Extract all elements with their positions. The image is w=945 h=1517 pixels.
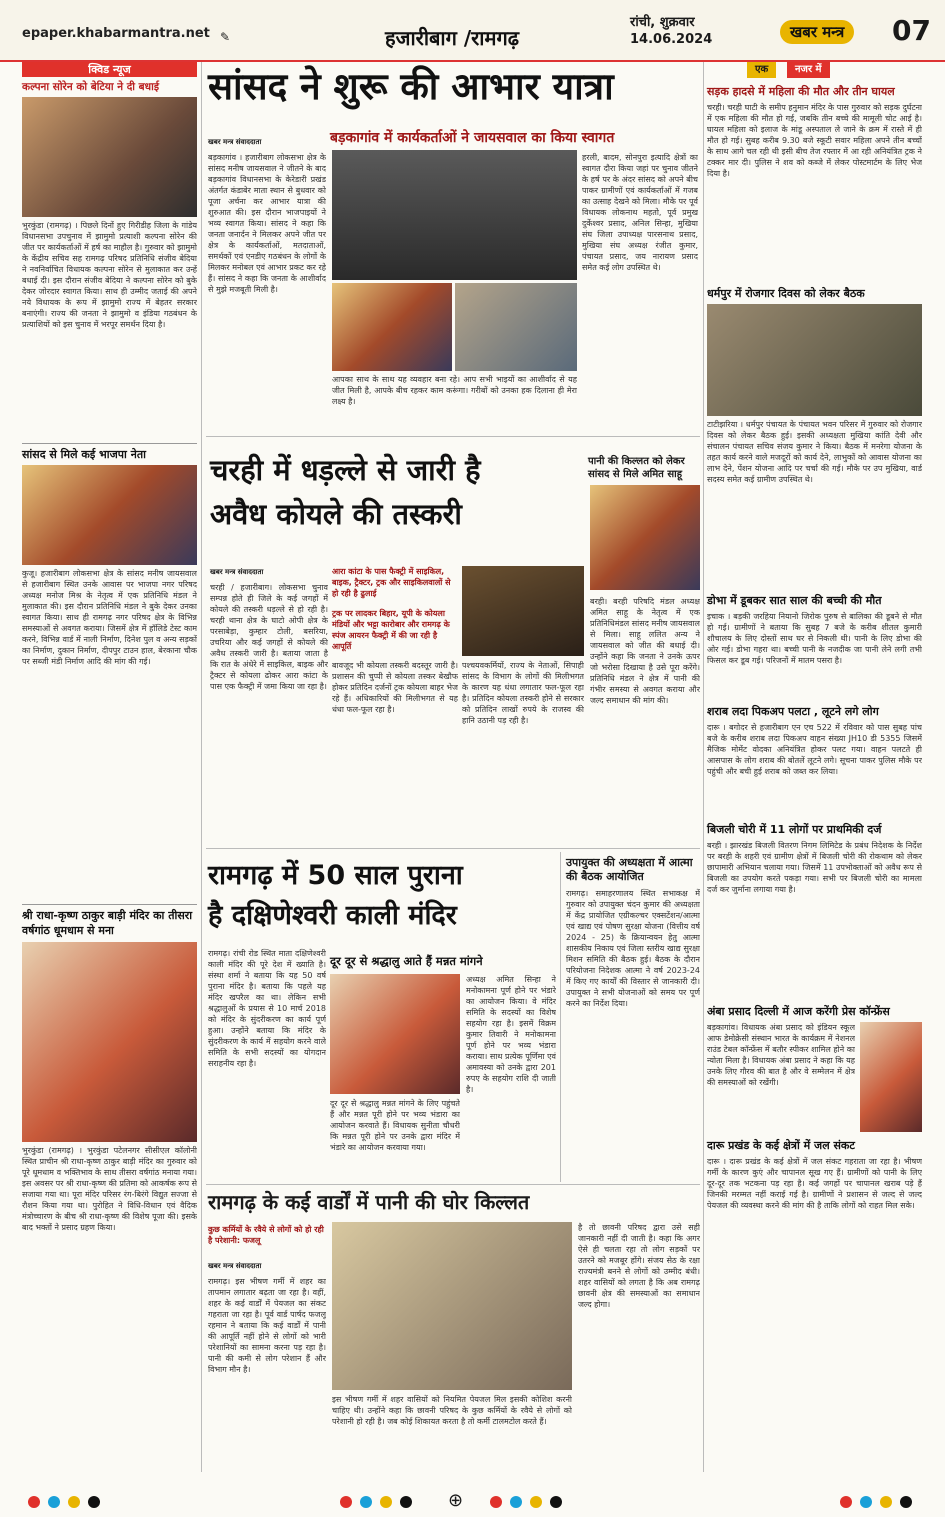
lead-subheadline: बड़कागांव में कार्यकर्ताओं ने जायसवाल का किया स्वागत — [330, 130, 615, 146]
edition-city: हजारीबाग /रामगढ़ — [385, 26, 519, 50]
temple-photo — [330, 974, 460, 1094]
section-rule — [206, 1184, 700, 1185]
lead-photo-1 — [332, 150, 577, 280]
color-dot — [860, 1496, 872, 1508]
highlight-bullet: कुछ कर्मियों के रवैये से लोगों को हो रही है परेशानी: फजलू — [208, 1225, 324, 1245]
article-row — [707, 1022, 922, 1132]
temple-headline-line1: रामगढ़ में 50 साल पुराना — [208, 860, 463, 891]
water-photo — [332, 1222, 572, 1390]
article-photo — [22, 942, 197, 1142]
article-heading: डोभा में डूबकर सात साल की बच्ची की मौत — [707, 594, 882, 607]
coal-headline-line1: चरही में धड़ल्ले से जारी है — [210, 453, 481, 487]
photo-caption: आपका साथ के साथ यह व्यवहार बना रहे। आप सभी भाइयों का आशीर्वाद से यह जीत मिली है, आपके बीच रहकर काम करूंगा। गरीबों को उनका हक दिलाना ही मेरा लक्ष्य है। — [332, 375, 577, 406]
place-day: रांची, शुक्रवार — [630, 15, 695, 30]
quick-news-tag: क्विड न्यूज — [22, 62, 197, 77]
article-heading: कल्पना सोरेन को बेटिया ने दी बधाई — [22, 81, 160, 93]
side-heading: पानी की किल्लत को लेकर सांसद से मिले अमित साहू — [588, 456, 685, 480]
article-body: हरली, बादम, सोनपुरा इत्यादि क्षेत्रों का स्वागत दौरा किया जहां पर चुनाव जीतने के हर्ष पर के अंदर सांसद को अपने बीच पाकर ग्रामीणों एवं कार्यकर्ताओं में गजब का उत्साह देखने को मिला। मौके पर पूर्व विधायक लोकनाथ महतो, पूर्व प्रमुख दुर्केश्वर प्रसाद, अनिल सिन्हा, मुखिया संघ जिला उपाध्यक्ष पारसनाथ प्रसाद, मुखिया संघ अध्यक्ष रंजीत कुमार, पंचायत प्रसाद, जय नारायण प्रसाद समेत कई लोग उपस्थित थे। — [582, 153, 698, 272]
footer-strip — [0, 1477, 945, 1517]
article-heading: धर्मपुर में रोजगार दिवस को लेकर बैठक — [707, 287, 865, 300]
registration-mark-icon: ⊕ — [448, 1490, 464, 1511]
article-body: इस भीषण गर्मी में शहर वासियों को नियमित पेयजल मिल इसकी कोशिश करनी चाहिए थी। उन्होंने कहा कि छावनी परिषद के कुछ कर्मियों के रवैये से लोगों को परेशानी हो रही है। जब कोई शिकायत करता है तो कर्मी टालमटोल करते हैं। — [332, 1395, 572, 1426]
date: 14.06.2024 — [630, 32, 713, 47]
article-heading: सांसद से मिले कई भाजपा नेता — [22, 443, 197, 462]
article-body: रामगढ़। रांची रोड स्थित माता दक्षिणेश्वरी काली मंदिर की पूरे देश में ख्याति है। संस्था शर्मा ने बताया कि यह 50 वर्ष पुराना मंदिर है। बताया कि पहले यह मंदिर खपरैल का था। लेकिन सभी श्रद्धालुओं के प्रयास से 10 मार्च 2018 को मंदिर के सुंदरीकरण का कार्य पूर्ण हुआ। उन्होंने बताया कि मंदिर के सुंदरीकरण के कार्य में सहयोग करने वाले समिति के सभी सदस्यों का योगदान सराहनीय रहा है। — [208, 949, 326, 1068]
article-body: कुजू। हजारीबाग लोकसभा क्षेत्र के सांसद मनीष जायसवाल से हजारीबाग स्थित उनके आवास पर भाजपा नगर परिषद अध्यक्ष मनोज मिश्र के नेतृत्व में एक प्रतिनिधि मंडल ने मुलाकात की। इस दौरान प्रतिनिधि मंडल ने बुके देकर उनका स्वागत किया। साथ ही रामगढ़ नगर परिषद क्षेत्र के विभिन्न समस्याओं से अवगत कराया। जिसमें क्षेत्र में हॉलिडे टेस्ट काम करने, विभिन्न वार्ड में नाली निर्माण, दिनेश पुल व अन्य सड़कों का निर्माण, दुकान निर्माण, दीपपुर टाउन हाल, बेरकाना चौक पर सब्जी मंडी निर्माण आदि की मांग की गई। — [22, 569, 197, 666]
article-body: है तो छावनी परिषद द्वारा उसे सही जानकारी नहीं दी जाती है। कहा कि अगर ऐसे ही चलता रहा तो लोग सड़कों पर उतरने को मजबूर होंगे। संजय सेठ के रक्षा राज्यमंत्री बनने से लोगों को उम्मीद बंधी। शहर वासियों को लगता है कि अब रामगढ़ छावनी क्षेत्र की समस्याओं का समाधान जल्द होगा। — [578, 1223, 700, 1309]
cursor-icon: ✎ — [220, 30, 231, 44]
article-heading: दारू प्रखंड के कई क्षेत्रों में जल संकट — [707, 1139, 855, 1152]
color-dot — [48, 1496, 60, 1508]
article-photo — [707, 304, 922, 416]
temple-headline-line2: है दक्षिणेश्वरी काली मंदिर — [208, 900, 457, 931]
lead-photo-2 — [332, 283, 452, 371]
page-number: 07 — [892, 14, 931, 47]
article-heading: बिजली चोरी में 11 लोगों पर प्राथमिकी दर्ज — [707, 823, 882, 836]
water-headline: रामगढ़ के कई वार्डों में पानी की घोर किल्लत — [208, 1190, 530, 1214]
left-column — [22, 62, 197, 1472]
article-heading: अंबा प्रसाद दिल्ली में आज करेंगी प्रेस कॉन्फ्रेंस — [707, 1005, 890, 1018]
coal-headline — [210, 448, 590, 536]
at-a-glance-banner — [707, 62, 922, 80]
coal-headline-line2: अवैध कोयले की तस्करी — [210, 497, 462, 531]
banner-tag-a: एक — [747, 62, 776, 78]
article-body: रामगढ़। समाहरणालय स्थित सभाकक्ष में गुरुवार को उपायुक्त चंदन कुमार की अध्यक्षता में केंद्र प्रायोजित एग्रीकल्चर एक्सटेंशन/आत्मा एवं खाद्य एवं पोषण सुरक्षा योजना (वित्तीय वर्ष 2024 - 25) के क्रियान्वयन हेतु आत्मा शासकीय निकाय एवं जिला स्तरीय खाद्य सुरक्षा मिशन समिति की बैठक हुई। बैठक के दौरान परियोजना निदेशक आत्मा ने वर्ष 2023-24 में किए गए कार्यों की विस्तार से जानकारी दी। उपायुक्त ने सभी योजनाओं को समय पर पूर्ण करने का निर्देश दिया। — [566, 889, 700, 1008]
article-photo — [860, 1022, 922, 1132]
article-body: दारू । दारू प्रखंड के कई क्षेत्रों में जल संकट गहराता जा रहा है। भीषण गर्मी के कारण कुएं और चापानल सूख गए हैं। ग्रामीणों को पानी के लिए दूर-दूर तक भटकना पड़ रहा है। कई जगहों पर चापानल खराब पड़े हैं जिनकी मरम्मत नहीं कराई गई है। ग्रामीणों ने प्रशासन से जल्द से जल्द पेयजल की व्यवस्था करने की मांग की है ताकि लोगों को राहत मिल सके। — [707, 1157, 922, 1210]
article-body: अध्यक्ष अमित सिन्हा ने मनोकामना पूर्ण होने पर भंडारे का आयोजन किया। वे मंदिर समिति के सदस्यों का विशेष सहयोग रहा है। इसमें विक्रम कुमार तिवारी ने मनोकामना पूर्ण होने पर भव्य भंडारा कराया। साथ प्रत्येक पूर्णिमा एवं अमावस्या को उनके द्वारा 201 रुपए के सहयोग राशि दी जाती है। — [466, 975, 556, 1094]
article-body: बरही । झारखंड बिजली वितरण निगम लिमिटेड के प्रबंध निदेशक के निर्देश पर बरही के शहरी एवं ग्रामीण क्षेत्रों में बिजली चोरी की रोकथाम को लेकर छापामारी अभियान चलाया गया। जिसमें 11 उपभोक्ताओं को अवैध रूप से बिजली का उपयोग करते पकड़ा गया। सभी पर बिजली चोरी का मामला दर्ज कर जुर्माना लगाया गया है। — [707, 841, 922, 894]
article-photo — [22, 465, 197, 565]
meeting-headline: उपायुक्त की अध्यक्षता में आत्मा की बैठक आयोजित — [566, 856, 693, 883]
article-body: पश्चयवकर्मियों, राज्य के नेताओं, सिपाही सांसद के विभाग के लोगों की मिलीभगत के कारण यह धंधा लगातार फल-फूल रहा है। प्रतिदिन कोयला तस्करी होने से सरकार को प्रतिदिन लाखों रुपये के राजस्व की हानि उठानी पड़ रही है। — [462, 661, 584, 725]
article-body: टाटीझरिया । धर्मपुर पंचायत के पंचायत भवन परिसर में गुरुवार को रोजगार दिवस को लेकर बैठक हुई। इसकी अध्यक्षता मुखिया कांति देवी और संचालन पंचायत सचिव संजय कुमार ने किया। बैठक में मनरेगा योजना के तहत कार्य करने वाले मजदूरों को कार्य देने, लाभुकों को आवास योजना का लाभ देने, पेंशन योजना आदि पर चर्चा की गई। मौके पर उप मुखिया, वार्ड सदस्य समेत कई ग्रामीण उपस्थित थे। — [707, 420, 922, 484]
column-rule — [201, 62, 202, 1472]
coal-photo — [462, 566, 584, 656]
color-dot — [840, 1496, 852, 1508]
section-rule — [206, 848, 700, 849]
article-body: भुरकुंडा (रामगढ़) । पिछले दिनों हुए गिरीडीह जिला के गांडेय विधानसभा उपचुनाव में झामुमो प्रत्याशी कल्पना सोरेन की जीत पर कार्यकर्ताओं में हर्ष का माहौल है। गुरुवार को झामुमो के केंद्रीय सचिव सह रामगढ़ परिषद प्रतिनिधि संजीव बेदिया ने नवनिर्वाचित विधायक कल्पना सोरेन से मुलाकात कर उन्हें बधाई दी। इस दौरान संजीव बेदिया ने कल्पना सोरेन को बुके देकर जोरदार स्वागत किया। साथ ही उम्मीद जताई की अपने नये विधायक के रूप में झामुमो राज्य में बेहतर सरकार बनाएंगी। राज्य की जनता ने झामुमो व इंडिया गठबंधन के प्रत्याशियों को इस चुनाव में भरपूर समर्थन दिया है। — [22, 221, 197, 329]
banner-tag-b: नजर में — [787, 62, 830, 78]
article-photo — [22, 97, 197, 217]
color-dot — [880, 1496, 892, 1508]
color-dot — [68, 1496, 80, 1508]
article-body: बड़कागांव । हजारीबाग लोकसभा क्षेत्र के सांसद मनीष जायसवाल ने जीतने के बाद बड़कागांव विधानसभा के केरेडारी प्रखंड अंतर्गत कंडाबेर माता स्थान से बुधवार को पूजा अर्चना कर आभार यात्रा की शुरुआत की। इस दौरान भाजपाइयों ने भव्य स्वागत किया। सांसद ने कहा कि जनता जनार्दन ने मिलकर अपने जीत पर क्षेत्र के कार्यकर्ताओं, मतदाताओं, समर्थकों एवं एनडीए गठबंधन के लोगों के मिलकर मनोबल एवं आभार प्रकट कर रहे हैं। सांसद ने कहा कि जनता के आशीर्वाद से मुझे मजबूती मिली है। — [208, 153, 326, 294]
temple-headline — [208, 856, 553, 936]
byline: खबर मन्त्र संवाददाता — [208, 1262, 262, 1270]
article-body: दारू । बगोदर से हजारीबाग एन एच 522 में रविवार को पास सुबह पांच बजे के करीब शराब लदा पिकअप वाहन संख्या JH10 डी 5355 जिसमें मैजिक मोमेंट वोदका अनियंत्रित होकर पलट गया। वाहन पलटते ही आसपास के लोग शराब की बोतलें लूटने लगे। सूचना पाकर पुलिस मौके पर पहुंची और बची हुई शराब को जब्त कर लिया। — [707, 723, 922, 776]
article-body: इचाक । बड़की जरहिया नियानो जिरोक पुरुष से बालिका की डूबने से मौत हो गई। ग्रामीणों ने बताया कि सुबह 7 बजे के करीब शीतल कुमारी शौचालय के लिए दोस्तों साथ घर से निकली थी। पानी के लिए डोभा की ओर गई। डोभा गहरा था। बच्ची पानी के नजदीक जा पानी लेने लगी तभी फिसल कर डूब गई। परिजनों में मातम पसरा है। — [707, 612, 922, 665]
color-dot — [88, 1496, 100, 1508]
article-heading: श्री राधा-कृष्ण ठाकुर बाड़ी मंदिर का तीसरा वर्षगांठ धूमधाम से मना — [22, 904, 197, 938]
brand-logo: खबर मन्त्र — [780, 20, 854, 44]
lead-headline: सांसद ने शुरू की आभार यात्रा — [208, 65, 614, 108]
color-dot — [550, 1496, 562, 1508]
article-body: रामगढ़। इस भीषण गर्मी में शहर का तापमान लगातार बढ़ता जा रहा है। वहीं, शहर के कई वार्डों में पेयजल का संकट गहराता जा रहा है। पूर्व वार्ड पार्षद फजलू रहमान ने बताया कि कई वार्डों में पानी की आपूर्ति नहीं होने से लोगों को भारी परेशानियों का सामना करना पड़ रहा है। पानी की कमी से लोग परेशान हैं और विभाग मौन है। — [208, 1277, 326, 1374]
article-body: बरही। बरही परिषदि मंडल अध्यक्ष अमित साहू के नेतृत्व में एक प्रतिनिधिमंडल सांसद मनीष जायसवाल से मिला। साहू ललित अन्य ने जायसवाल को जीत की बधाई दी। उन्होंने कहा कि जनता ने उनके ऊपर जो भरोसा दिखाया है उसे पूरा करेंगे। प्रतिनिधि मंडल ने क्षेत्र में पानी की गंभीर समस्या से अवगत कराया और जल्द समाधान की मांग की। — [590, 597, 700, 705]
highlight-bullet: आरा कांटा के पास फैक्ट्री में साइकिल, बाइक, ट्रैक्टर, ट्रक और साइकिलवालों से हो रही है ढुलाई — [332, 567, 451, 598]
site-url[interactable]: epaper.khabarmantra.net — [22, 26, 210, 41]
byline: खबर मन्त्र संवाददाता — [208, 138, 262, 146]
color-dot — [490, 1496, 502, 1508]
color-dot — [360, 1496, 372, 1508]
color-dot — [340, 1496, 352, 1508]
color-dot — [510, 1496, 522, 1508]
color-dot — [400, 1496, 412, 1508]
color-dot — [28, 1496, 40, 1508]
section-rule — [206, 436, 700, 437]
byline: खबर मन्त्र संवाददाता — [210, 568, 264, 576]
article-body: भुरकुंडा (रामगढ़) । भुरकुंडा पटेलनगर सीसीएल कॉलोनी स्थित प्राचीन श्री राधा-कृष्ण ठाकुर बाड़ी मंदिर का गुरुवार को पूरे धूमधाम व भक्तिभाव के साथ तीसरा वर्षगांठ मनाया गया। इस अवसर पर श्री राधा-कृष्ण की प्रतिमा को आकर्षक रूप से सजाया गया था। पूरा मंदिर परिसर रंग-बिरंगे विद्युत सज्जा से रौशन किया गया था। पुरोहित ने विधि-विधान एवं वैदिक मंत्रोच्चारण के बीच श्री राधा-कृष्ण की विशेष पूजा की। इसके बाद भक्तों ने प्रसाद ग्रहण किया। — [22, 1146, 197, 1232]
color-dot — [380, 1496, 392, 1508]
column-rule — [703, 62, 704, 1472]
article-heading: सड़क हादसे में महिला की मौत और तीन घायल — [707, 85, 895, 98]
article-body: चरही / हजारीबाग। लोकसभा चुनाव सम्पन्न होते ही जिले के कई जगहों में कोयले की तस्करी धड़ल्ले से हो रही है। चरही थाना क्षेत्र के घाटो ओपी क्षेत्र के परसाबेड़ा, कुम्हार टोली, बसरिया, उचरिया और कई जगहों से कोयले की अवैध तस्करी जारी है। बताया जाता है कि रात के अंधेरे में साइकिल, बाइक और ट्रैक्टर से कोयला ढोकर आरा कांटा के पास एक फैक्ट्री में जमा किया जा रहा है। — [210, 583, 328, 691]
color-dot — [530, 1496, 542, 1508]
right-column — [707, 62, 922, 1472]
article-body: दूर दूर से श्रद्धालु मन्नत मांगने के लिए पहुंचते हैं और मन्नत पूरी होने पर भव्य भंडारा का आयोजन करवाते हैं। विधायक सुनीता चौधरी कि मन्नत पूरी होने पर उनके द्वारा मंदिर में भंडारे का आयोजन करवाया गया। — [330, 1099, 460, 1152]
article-body: चरही। चरही घाटी के समीप हनुमान मंदिर के पास गुरुवार को सड़क दुर्घटना में एक महिला की मौत हो गई, जबकि तीन बच्चे की मामूली चोट आई है। घायल महिला को इलाज के मांडू अस्पताल ले जाने के क्रम में रास्ते में ही मौत हो गई। सुबह करीब 9.30 बजे स्कूटी सवार महिला अपने तीन बच्चों के साथ आगे चल रही थी इसी बीच तेज रफ्तार में आ रही अनियंत्रित ट्रक ने टक्कर मार दी। पुलिस ने शव को कब्जे में लेकर पोस्टमार्टम के लिए भेज दिया है। — [707, 103, 922, 178]
side-photo — [590, 485, 700, 590]
lead-photo-3 — [455, 283, 577, 371]
article-heading: शराब लदा पिकअप पलटा , लूटने लगे लोग — [707, 705, 879, 718]
column-rule — [560, 852, 561, 1182]
temple-subheadline: दूर दूर से श्रद्धालु आते हैं मन्नत मांगने — [330, 954, 483, 968]
highlight-bullet: ट्रक पर लादकर बिहार, यूपी के कोयला मंडियों और भट्टा कारोबार और रामगढ़ के स्पंज आयरन फैक्ट्री में की जा रही है आपूर्ति — [332, 609, 450, 651]
color-dot — [900, 1496, 912, 1508]
edition-date — [630, 14, 712, 48]
article-body: बावजूद भी कोयला तस्करी बदस्तूर जारी है। प्रशासन की चुप्पी से कोयला तस्कर बेखौफ होकर प्रतिदिन दर्जनों ट्रक कोयला बाहर भेज रहे हैं। अधिकारियों की मिलीभगत से यह धंधा फल-फूल रहा है। — [332, 661, 458, 714]
article-body: बड़कागांव। विधायक अंबा प्रसाद को इंडियन स्कूल आफ डेमोक्रेसी संस्थान भारत के कार्यक्रम में नेशनल राउंड टेबल कॉन्फ्रेंस में बतौर स्पीकर शामिल होने का न्योता मिला है। विधायक अंबा प्रसाद ने कहा कि यह उनके लिए गौरव की बात है और वे सम्मेलन में क्षेत्र की समस्याओं को रखेंगी। — [707, 1023, 855, 1087]
